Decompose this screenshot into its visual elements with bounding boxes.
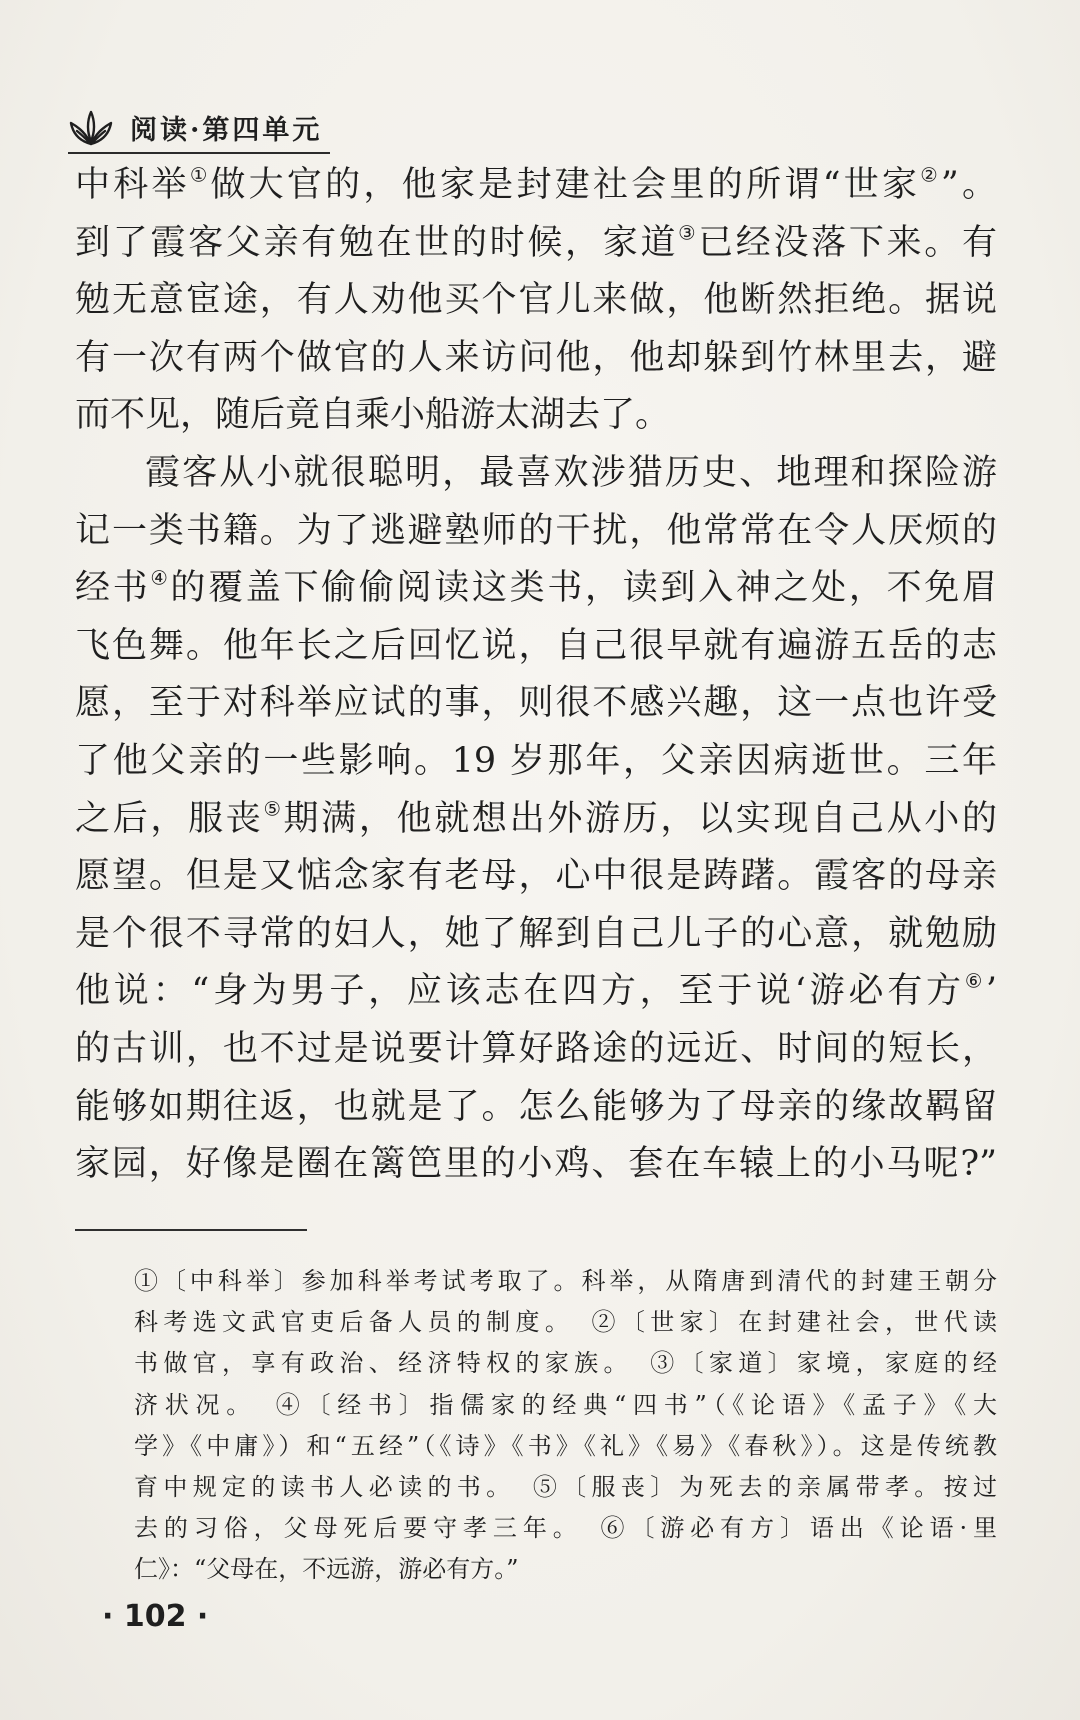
footnote-line: 育中规定的读书人必读的书。 ⑤〔服丧〕为死去的亲属带孝。按过 (134, 1472, 997, 1501)
text-run: 的覆盖下偷偷阅读这类书，读到入神之处，不免眉 (170, 568, 997, 609)
text-line (75, 963, 997, 1021)
text-run: 期满，他就想出外游历，以实现自己从小的 (283, 798, 997, 839)
text-line (75, 906, 997, 964)
text-line (75, 387, 997, 445)
text-line (75, 1079, 997, 1137)
text-line (75, 272, 997, 330)
footnote-line: 书做官，享有政治、经济特权的家族。 ③〔家道〕家境，家庭的经 (134, 1349, 997, 1378)
unit-title: 阅读·第四单元 (130, 115, 323, 146)
text-line (75, 675, 997, 733)
text-run: 愿，至于对科举应试的事，则很不感兴趣，这一点也许受 (75, 683, 997, 724)
text-run: 有一次有两个做官的人来访问他，他却躲到竹林里去，避 (75, 337, 997, 378)
text-run: ’ (985, 971, 997, 1012)
text-line (75, 445, 997, 503)
footnote-ref: ④ (150, 566, 171, 590)
footnote-line: 仁》：“父母在，不远游，游必有方。” (134, 1555, 519, 1584)
footnote-ref: ⑥ (964, 969, 986, 993)
text-run: 了他父亲的一些影响。19 岁那年，父亲因病逝世。三年 (75, 740, 997, 781)
text-run: 是个很不寻常的妇人，她了解到自己儿子的心意，就勉励 (75, 913, 997, 954)
footnote-ref: ⑤ (263, 797, 284, 821)
text-run: 已经没落下来。有 (698, 222, 997, 263)
footnote-ref: ② (920, 163, 941, 187)
text-run: 愿望。但是又惦念家有老母，心中很是踌躇。霞客的母亲 (75, 856, 997, 897)
text-line (75, 503, 997, 561)
footnotes (134, 1261, 997, 1591)
text-run: 的古训，也不过是说要计算好路途的远近、时间的短长， (75, 1028, 997, 1069)
text-run: 能够如期往返，也就是了。怎么能够为了母亲的缘故羁留 (75, 1086, 997, 1127)
text-run: 勉无意宦途，有人劝他买个官儿来做，他断然拒绝。据说 (75, 280, 997, 321)
footnote-line: 科考选文武官吏后备人员的制度。 ②〔世家〕在封建社会，世代读 (134, 1308, 997, 1337)
text-line (75, 157, 997, 215)
text-line (75, 1136, 997, 1194)
footnote-line: 学》《中庸》）和“五经”（《诗》《书》《礼》《易》《春秋》）。这是传统教 (134, 1431, 997, 1460)
footnote-line: 济状况。 ④〔经书〕指儒家的经典“四书”（《论语》《孟子》《大 (134, 1390, 997, 1419)
text-line (75, 560, 997, 618)
footnote-ref: ③ (678, 221, 699, 245)
text-line (75, 1021, 997, 1079)
text-run: 霞客从小就很聪明，最喜欢涉猎历史、地理和探险游 (145, 452, 997, 493)
text-line (75, 848, 997, 906)
text-run: 而不见，随后竟自乘小船游太湖去了。 (75, 395, 671, 436)
unit-header (68, 106, 330, 154)
text-line (75, 791, 997, 849)
text-line (75, 215, 997, 273)
text-run: 飞色舞。他年长之后回忆说，自己很早就有遍游五岳的志 (75, 625, 997, 666)
text-run: 之后，服丧 (75, 798, 264, 839)
text-run: 做大官的，他家是封建社会里的所谓“世家 (210, 165, 921, 205)
text-run: 家园，好像是圈在篱笆里的小鸡、套在车辕上的小马呢?” (75, 1144, 997, 1185)
text-run: 经书 (75, 568, 151, 609)
footnote-line: 去的习俗，父母死后要守孝三年。 ⑥〔游必有方〕语出《论语·里 (134, 1514, 997, 1543)
page-number: · 102 · (102, 1599, 209, 1634)
text-line (75, 618, 997, 676)
text-run: 到了霞客父亲有勉在世的时候，家道 (75, 222, 679, 263)
body-text (75, 157, 997, 1194)
text-run: 中科举 (75, 165, 190, 205)
footnote-ref: ① (189, 163, 211, 187)
text-run: ”。 (940, 165, 997, 205)
seedling-icon (68, 108, 114, 150)
text-run: 记一类书籍。为了逃避塾师的干扰，他常常在令人厌烦的 (75, 510, 997, 551)
footnote-line: ①〔中科举〕参加科举考试考取了。科举，从隋唐到清代的封建王朝分 (134, 1267, 997, 1295)
text-line (75, 330, 997, 388)
text-line (75, 733, 997, 791)
footnote-divider (75, 1229, 307, 1231)
text-run: 他说：“身为男子，应该志在四方，至于说‘游必有方 (75, 971, 965, 1012)
